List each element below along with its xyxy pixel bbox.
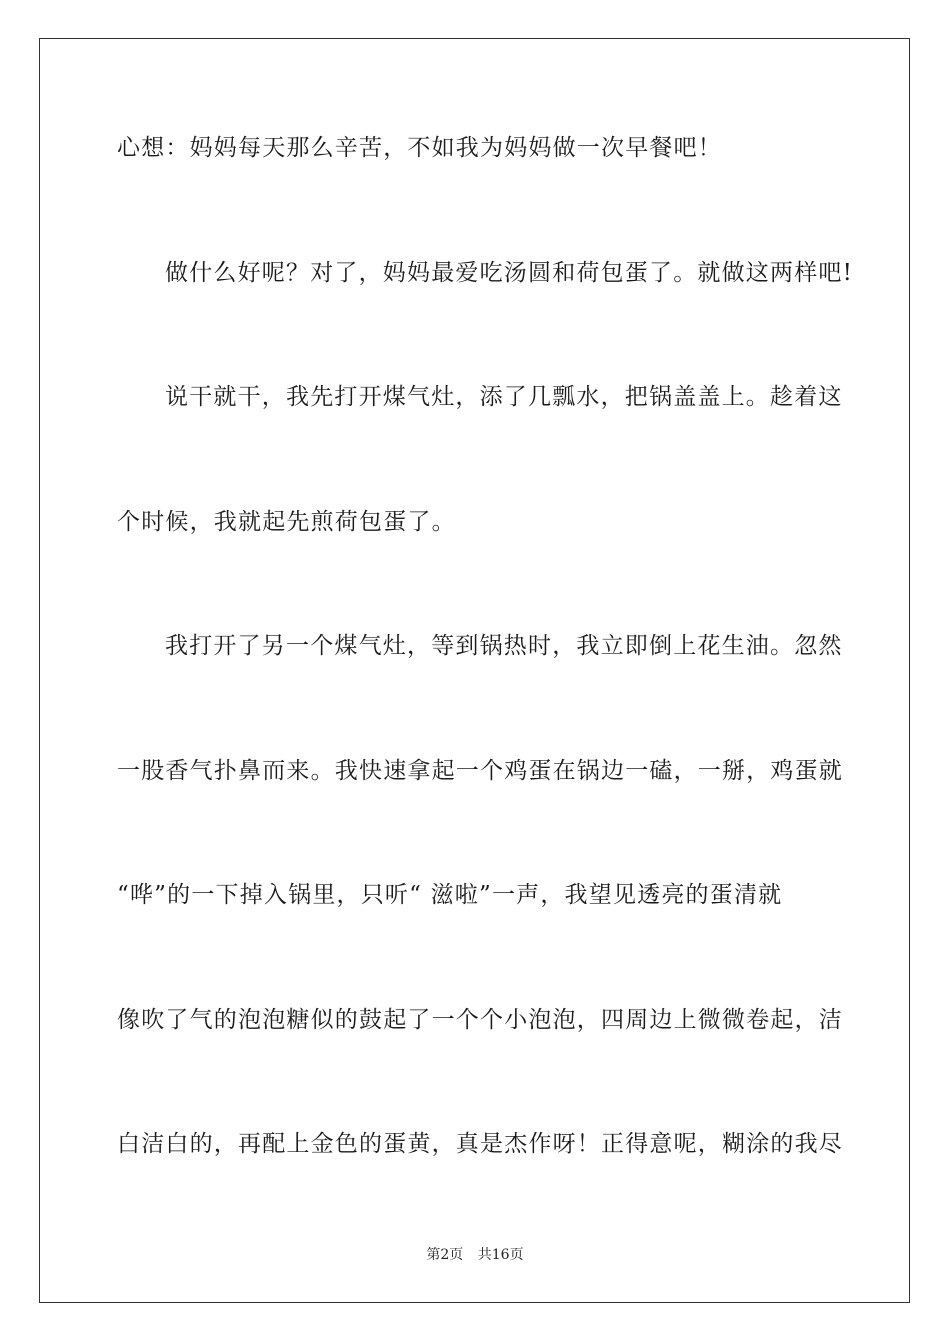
text-line-2: 做什么好呢？对了，妈妈最爱吃汤圆和荷包蛋了。就做这两样吧!	[165, 260, 854, 286]
page-footer	[0, 1246, 950, 1264]
page-number-total: 共16页	[477, 1247, 524, 1263]
page-number-current: 第2页	[426, 1247, 464, 1263]
text-line-7: “哗”的一下掉入锅里，只听“ 滋啦”一声，我望见透亮的蛋清就	[117, 882, 783, 908]
text-line-4: 个时候，我就起先煎荷包蛋了。	[117, 509, 456, 535]
text-line-1: 心想：妈妈每天那么辛苦，不如我为妈妈做一次早餐吧！	[117, 135, 722, 161]
text-line-9: 白洁白的，再配上金色的蛋黄，真是杰作呀！正得意呢，糊涂的我尽	[117, 1131, 843, 1157]
text-line-8: 像吹了气的泡泡糖似的鼓起了一个个小泡泡，四周边上微微卷起，洁	[117, 1007, 843, 1033]
text-line-6: 一股香气扑鼻而来。我快速拿起一个鸡蛋在锅边一磕，一掰，鸡蛋就	[117, 758, 843, 784]
text-line-3: 说干就干，我先打开煤气灶，添了几瓢水，把锅盖盖上。趁着这	[165, 384, 843, 410]
page-border	[39, 38, 910, 1303]
text-line-5: 我打开了另一个煤气灶，等到锅热时，我立即倒上花生油。忽然	[165, 633, 843, 659]
